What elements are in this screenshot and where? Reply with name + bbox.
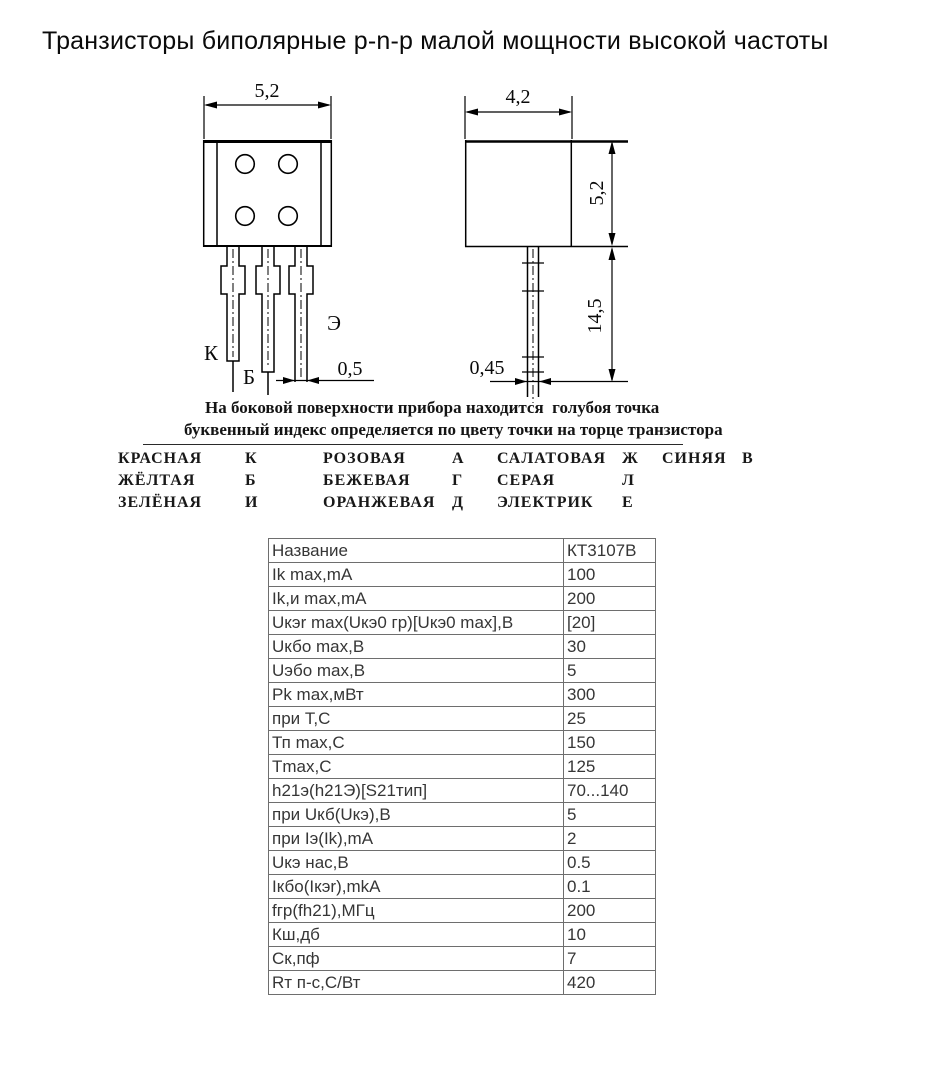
package-drawings [140, 70, 660, 405]
color-index-letter: К [245, 450, 258, 467]
color-index-letter: Ж [622, 450, 639, 467]
color-code-row [118, 450, 818, 472]
param-row [269, 851, 656, 875]
param-name: Rт п-с,С/Вт [269, 971, 564, 995]
mounting-dot [279, 207, 298, 226]
color-index-letter: Б [245, 472, 257, 489]
param-row [269, 611, 656, 635]
side-lead [522, 247, 544, 403]
param-row [269, 635, 656, 659]
param-name: Tmax,С [269, 755, 564, 779]
param-name: Uэбо max,В [269, 659, 564, 683]
params-table [268, 538, 656, 995]
params-table-body [269, 539, 656, 995]
param-value: 125 [564, 755, 656, 779]
param-row [269, 827, 656, 851]
param-row [269, 899, 656, 923]
emitter-lead [289, 247, 313, 382]
param-value: 5 [564, 659, 656, 683]
divider-line [143, 444, 683, 445]
param-name: Uкэr max(Uкэ0 гр)[Uкэ0 max],В [269, 611, 564, 635]
param-row [269, 707, 656, 731]
param-row [269, 779, 656, 803]
param-row [269, 683, 656, 707]
color-name: ЗЕЛЁНАЯ [118, 494, 203, 511]
dimension-label-body-height: 5,2 [586, 180, 608, 206]
note-line-1: На боковой поверхности прибора находится голубоя точка [205, 398, 660, 417]
param-value: 30 [564, 635, 656, 659]
param-value: 2 [564, 827, 656, 851]
param-name: Тп max,С [269, 731, 564, 755]
param-value: 420 [564, 971, 656, 995]
param-value: 200 [564, 587, 656, 611]
param-value: 70...140 [564, 779, 656, 803]
param-name: при Iэ(Ik),mA [269, 827, 564, 851]
param-name: Ik max,mA [269, 563, 564, 587]
color-index-letter: Е [622, 494, 634, 511]
side-view-drawing [465, 86, 628, 403]
param-name: Название [269, 539, 564, 563]
pin-label-emitter: Э [327, 311, 341, 335]
param-value: 0.5 [564, 851, 656, 875]
collector-lead [221, 247, 245, 392]
color-name: ЭЛЕКТРИК [497, 494, 594, 511]
param-name: Uкбо max,В [269, 635, 564, 659]
pin-label-base: Б [242, 365, 256, 389]
mounting-dot [236, 155, 255, 174]
color-code-row [118, 472, 818, 494]
param-row [269, 971, 656, 995]
param-name: Pk max,мВт [269, 683, 564, 707]
param-row [269, 587, 656, 611]
param-name: Ск,пф [269, 947, 564, 971]
param-value: 150 [564, 731, 656, 755]
param-name: Uкэ нас,В [269, 851, 564, 875]
color-name: ЖЁЛТАЯ [118, 472, 196, 489]
base-lead [256, 247, 280, 395]
param-name: Ik,и max,mA [269, 587, 564, 611]
param-row [269, 947, 656, 971]
color-index-letter: Л [622, 472, 635, 489]
param-row [269, 755, 656, 779]
color-index-letter: Д [452, 494, 465, 511]
param-name: fгр(fh21),МГц [269, 899, 564, 923]
param-value: [20] [564, 611, 656, 635]
mounting-dot [279, 155, 298, 174]
param-value: КТ3107В [564, 539, 656, 563]
params-header-row [269, 539, 656, 563]
color-name: ОРАНЖЕВАЯ [323, 494, 436, 511]
param-value: 10 [564, 923, 656, 947]
param-name: Кш,дб [269, 923, 564, 947]
color-name: САЛАТОВАЯ [497, 450, 607, 467]
param-row [269, 875, 656, 899]
color-name: СЕРАЯ [497, 472, 556, 489]
dimension-label-lead-length: 14,5 [584, 298, 606, 334]
param-name: при Т,С [269, 707, 564, 731]
mounting-dot [236, 207, 255, 226]
front-view-drawing [203, 80, 374, 395]
color-name: КРАСНАЯ [118, 450, 203, 467]
dimension-label-lead-thickness: 0,45 [469, 357, 505, 379]
page-title: Транзисторы биполярные p-n-p малой мощности высокой частоты [42, 27, 829, 55]
param-row [269, 923, 656, 947]
color-name: СИНЯЯ [662, 450, 727, 467]
param-value: 0.1 [564, 875, 656, 899]
dimension-label-body-depth: 4,2 [505, 86, 531, 108]
color-code-row [118, 494, 818, 516]
param-value: 200 [564, 899, 656, 923]
dimension-label-body-width: 5,2 [254, 80, 280, 102]
param-name: Iкбо(Iкэr),mkA [269, 875, 564, 899]
param-value: 5 [564, 803, 656, 827]
dimension-label-lead-width: 0,5 [337, 358, 363, 380]
param-value: 300 [564, 683, 656, 707]
param-row [269, 803, 656, 827]
color-index-letter: В [742, 450, 754, 467]
color-index-letter: И [245, 494, 259, 511]
pin-label-collector: К [203, 341, 219, 365]
color-name: РОЗОВАЯ [323, 450, 406, 467]
param-name: при Uкб(Uкэ),В [269, 803, 564, 827]
param-value: 100 [564, 563, 656, 587]
color-code-table [118, 450, 818, 518]
param-name: h21э(h21Э)[S21тип] [269, 779, 564, 803]
param-row [269, 731, 656, 755]
color-index-letter: Г [452, 472, 464, 489]
note-line-2: буквенный индекс определяется по цвету точки на торце транзистора [184, 420, 723, 439]
param-value: 7 [564, 947, 656, 971]
param-row [269, 659, 656, 683]
param-row [269, 563, 656, 587]
color-index-letter: А [452, 450, 465, 467]
param-value: 25 [564, 707, 656, 731]
color-name: БЕЖЕВАЯ [323, 472, 411, 489]
